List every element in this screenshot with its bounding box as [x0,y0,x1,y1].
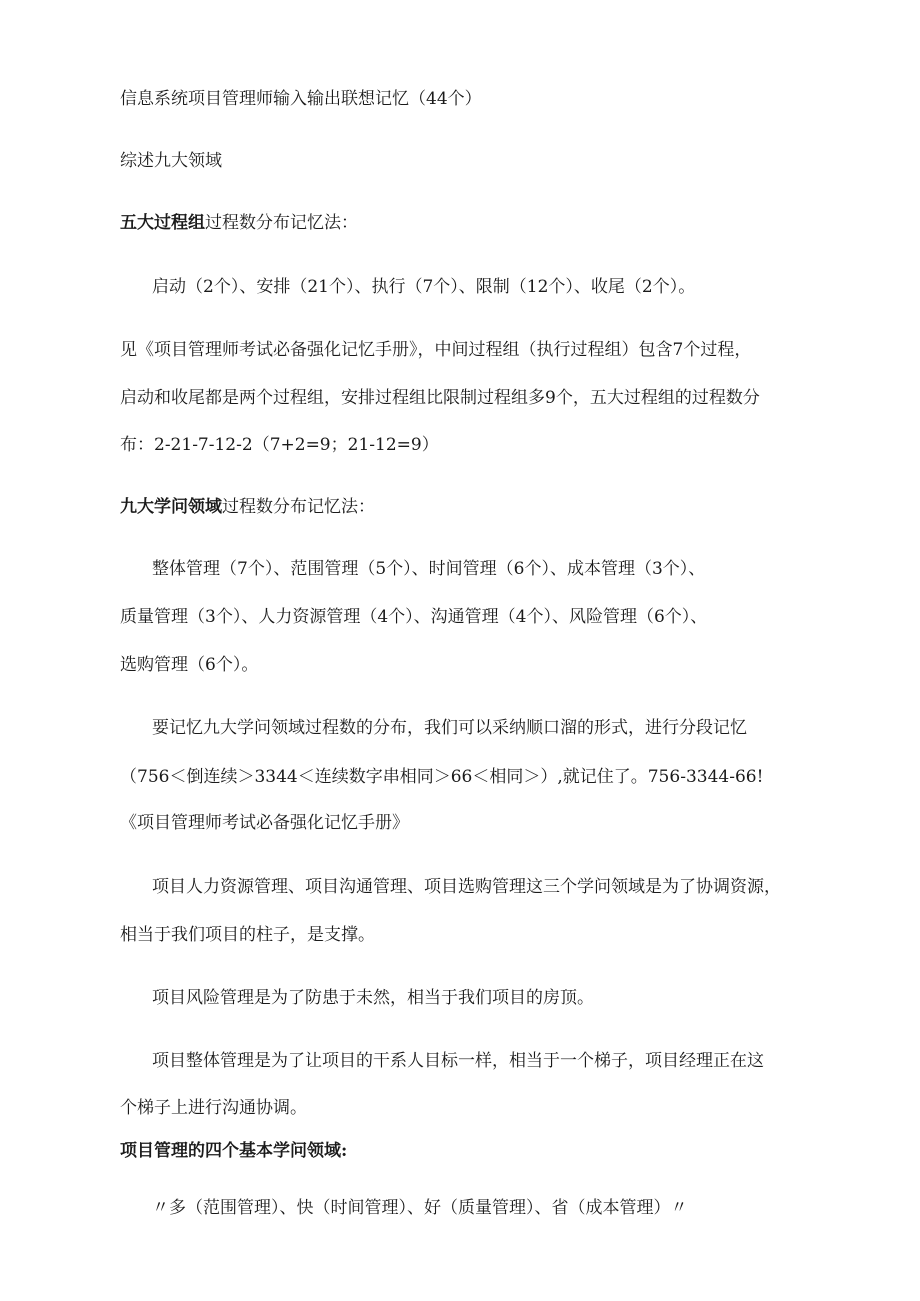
ladder-analogy-line-2: 个梯子上进行沟通协调。 [120,1098,307,1118]
knowledge-areas-list-line-2: 质量管理（3个）、人力资源管理（4个）、沟通管理（4个）、风险管理（6个）、 [120,607,708,627]
memory-tip-source: 《项目管理师考试必备强化记忆手册》 [120,813,409,833]
process-groups-heading [120,212,358,234]
process-groups-explanation-line-3: 布：2-21-7-12-2（7+2=9；21-12=9） [120,435,439,455]
pillars-analogy-line-2: 相当于我们项目的柱子，是支撑。 [120,925,375,945]
knowledge-areas-heading-rest: 过程数分布记忆法： [222,497,375,517]
roof-analogy: 项目风险管理是为了防患于未然，相当于我们项目的房顶。 [152,988,594,1008]
process-groups-heading-rest: 过程数分布记忆法： [205,213,358,233]
ladder-analogy-line-1: 项目整体管理是为了让项目的干系人目标一样，相当于一个梯子，项目经理正在这 [152,1051,764,1071]
memory-tip-line-2: （756＜倒连续＞3344＜连续数字串相同＞66＜相同＞）,就记住了。756-3344-66! [120,767,764,787]
knowledge-areas-list-line-3: 选购管理（6个）。 [120,655,259,675]
knowledge-areas-heading [120,496,375,518]
process-groups-explanation-line-1: 见《项目管理师考试必备强化记忆手册》，中间过程组（执行过程组）包含7个过程， [120,340,752,360]
knowledge-areas-list-line-1: 整体管理（7个）、范围管理（5个）、时间管理（6个）、成本管理（3个）、 [152,559,706,579]
basic-areas-quote: 〃多（范围管理）、快（时间管理）、好（质量管理）、省（成本管理）〃 [152,1198,688,1218]
process-groups-heading-bold: 五大过程组 [120,213,205,233]
process-groups-list: 启动（2个）、安排（21个）、执行（7个）、限制（12个）、收尾（2个）。 [152,277,696,297]
basic-areas-heading: 项目管理的四个基本学问领域: [120,1141,348,1161]
overview-text: 综述九大领域 [120,151,222,171]
process-groups-explanation-line-2: 启动和收尾都是两个过程组，安排过程组比限制过程组多9个，五大过程组的过程数分 [120,388,760,408]
memory-tip-line-1: 要记忆九大学问领域过程数的分布，我们可以采纳顺口溜的形式，进行分段记忆 [152,718,747,738]
document-title: 信息系统项目管理师输入输出联想记忆（44个） [120,89,482,109]
knowledge-areas-heading-bold: 九大学问领域 [120,497,222,517]
pillars-analogy-line-1: 项目人力资源管理、项目沟通管理、项目选购管理这三个学问领域是为了协调资源， [152,877,781,897]
